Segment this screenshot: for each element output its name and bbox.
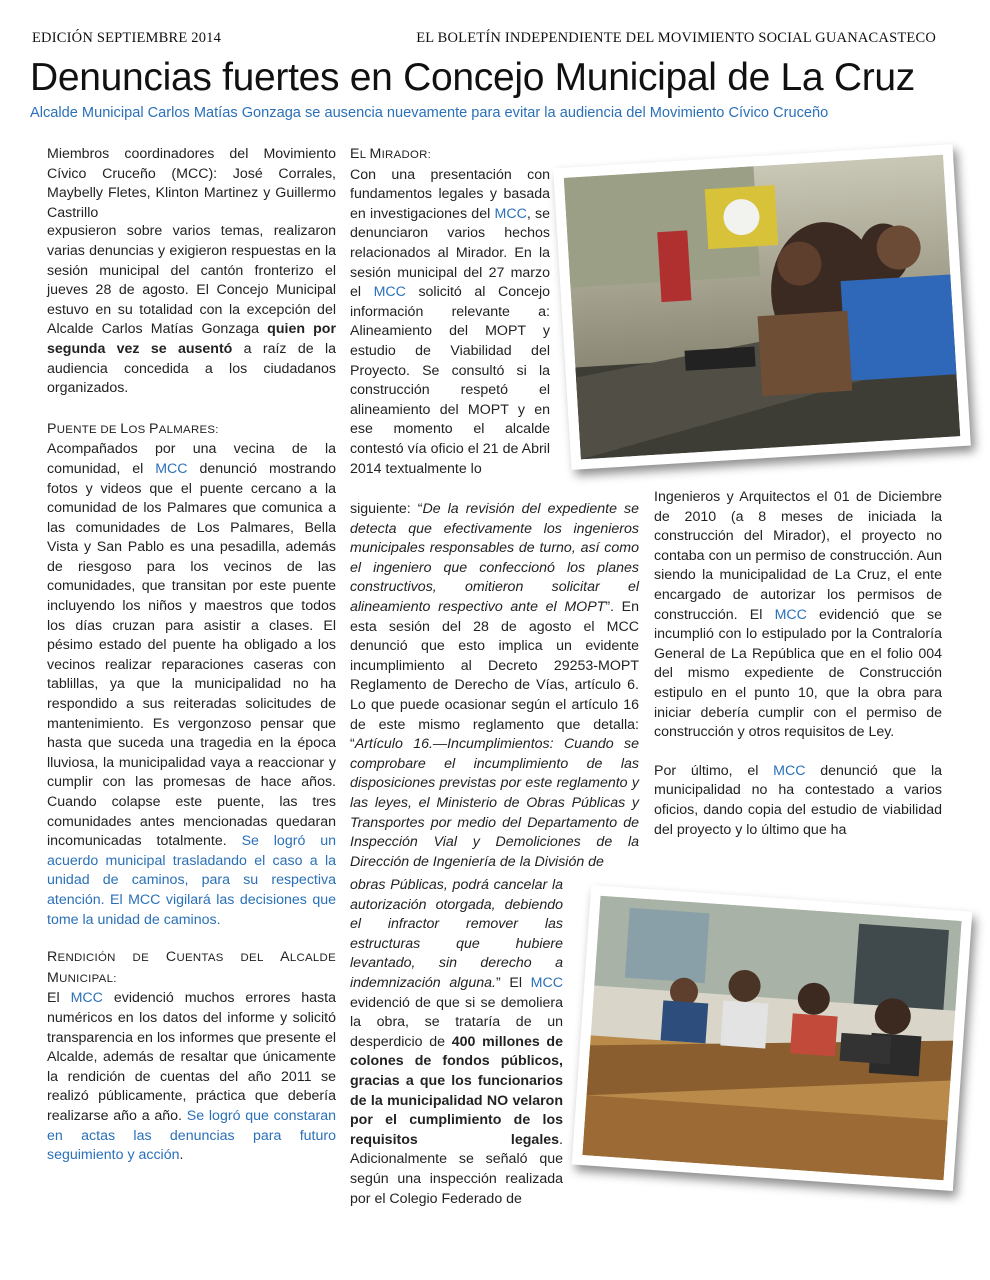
subheadline: Alcalde Municipal Carlos Matías Gonzaga se ausencia nuevamente para evitar la audiencia del Movimiento Cívico Cruceño [30, 105, 829, 121]
bulletin-title: EL BOLETÍN INDEPENDIENTE DEL MOVIMIENTO SOCIAL GUANACASTECO [416, 30, 936, 46]
rendicion-paragraph: El MCC evidenció muchos errores hasta numéricos en los datos del informe y solicitó transparencia en los informes que presente el Alcalde, además de resaltar que únicamente la rendición de cuentas del año 2011 se realizó públicamente, práctica que debería realizarse año a año. Se logró que constaran en actas las denuncias para futuro seguimiento y acción. [47, 990, 336, 1164]
intro-lead: Miembros coordinadores del Movimiento Cívico Cruceño (MCC): José Corrales, Maybelly Fletes, Klinton Martinez y Guillermo Castrillo [47, 146, 336, 221]
section-title-puente: PUENTE DE LOS PALMARES: [47, 420, 219, 437]
edition-label: EDICIÓN SEPTIEMBRE 2014 [32, 30, 222, 46]
photo-image [582, 896, 961, 1181]
mirador-paragraph-3: obras Públicas, podrá cancelar la autorización otorgada, debiendo el infractor remover las estructuras que hubiere levantado, sin derecho a indemnización alguna.” El MCC evidenció de que si se demoliera la obra, se trataría de un desperdicio de 400 millones de colones de fondos públicos, gracias a que los funcionarios de la municipalidad NO velaron por el cumplimiento de los requisitos legales. Adicionalmente se señaló que según una inspección realizada por el Colegio Federado de [350, 877, 563, 1207]
column-middle-bottom [350, 876, 563, 1209]
col3-paragraph-2: Por último, el MCC denunció que la municipalidad no ha contestado a varios oficios, dando copia del estudio de viabilidad del proyecto y lo último que ha [654, 762, 942, 838]
mirador-paragraph-1: Con una presentación con fundamentos legales y basada en investigaciones del MCC, se denunciaron varios hechos relacionados al Mirador. En la sesión municipal del 27 marzo el MCC solicitó al Concejo información relevante a: Alineamiento del MOPT y estudio de Viabilidad del Proyecto. Se consultó si la construcción respetó el alineamiento del MOPT y en ese momento el alcalde contestó vía oficio el 21 de Abril 2014 textualmente lo [350, 166, 550, 477]
photo-image [564, 155, 961, 460]
col3-paragraph-1: Ingenieros y Arquitectos el 01 de Diciembre de 2010 (a 8 meses de iniciada la construcción del Mirador), el proyecto no contaba con un permiso de construcción. Aun siendo la municipalidad de La Cruz, el ente encargado de autorizar los permisos de construcción. El MCC evidenció que se incumplió con lo estipulado por la Contraloría General de La República que en el folio 004 del mismo expediente de Construcción estipulo en el punto 10, que la obra para iniciar debería cumplir con el permiso de construcción y otros requisitos de Ley. [654, 489, 942, 741]
headline: Denuncias fuertes en Concejo Municipal de La Cruz [30, 56, 915, 99]
puente-paragraph: Acompañados por una vecina de la comunidad, el MCC denunció mostrando fotos y videos que el puente cercano a la comunidad de los Palmares que comunica a las comunidades de Los Palmares, Bella Vista y San Pablo es una pesadilla, además de riesgoso para los vecinos de las comunidades, que transitan por este puente incluyendo los niños y maestros que todos los días cruzan para asistir a clases. El pésimo estado del puente ha obligado a los vecinos realizar reparaciones caseras con tablillas, ya que la municipalidad no ha respondido a sus reiteradas solicitudes de mantenimiento. Es vergonzoso pensar que hasta que suceda una tragedia en la época lluviosa, la municipalidad vaya a reaccionar y cumplir con las promesas de hace años. Cuando colapse este puente, las tres comunidades antes mencionadas quedaran incomunicadas totalmente. Se logró un acuerdo municipal trasladando el caso a la unidad de caminos, para su respectiva atención. El MCC vigilará las decisiones que tome la unidad de caminos. [47, 441, 336, 928]
section-title-mirador: EL MIRADOR: [350, 146, 432, 162]
column-left [47, 145, 336, 1166]
intro-paragraph: expusieron sobre varios temas, realizaron varias denuncias y exigieron respuestas en la sesión municipal del cantón fronterizo el jueves 28 de agosto. El Concejo Municipal estuvo en su totalidad con la excepción del Alcalde Carlos Matías Gonzaga quien por segunda vez se ausentó a raíz de la audiencia concedida a los ciudadanos organizados. [47, 223, 336, 397]
section-title-rendicion: RENDICIÓN DE CUENTAS DEL ALCALDE MUNICIPAL: [47, 949, 336, 986]
column-middle-mid [350, 500, 639, 872]
column-right [654, 488, 942, 840]
photo-council-members [553, 144, 971, 470]
mirador-paragraph-2: siguiente: “De la revisión del expediente se detecta que efectivamente los ingenieros municipales responsables de turno, así como el ingeniero que confeccionó los planes constructivos, omitieron solicitar el alineamiento respectivo ante el MOPT”. En esta sesión del 28 de agosto el MCC denunció que esto implica un evidente incumplimiento al Decreto 29253-MOPT Reglamento de Derecho de Vías, artículo 6. Lo que puede ocasionar según el artículo 16 de este mismo reglamento que detalla: “Artículo 16.—Incumplimientos: Cuando se comprobare el incumplimiento de las disposiciones previstas por este reglamento y las leyes, el Ministerio de Obras Públicas y Transportes por medio del Departamento de Inspección Vial y Demoliciones de la Dirección de Ingeniería de la División de [350, 501, 639, 870]
column-middle-top [350, 145, 550, 479]
photo-council-session [572, 885, 973, 1191]
